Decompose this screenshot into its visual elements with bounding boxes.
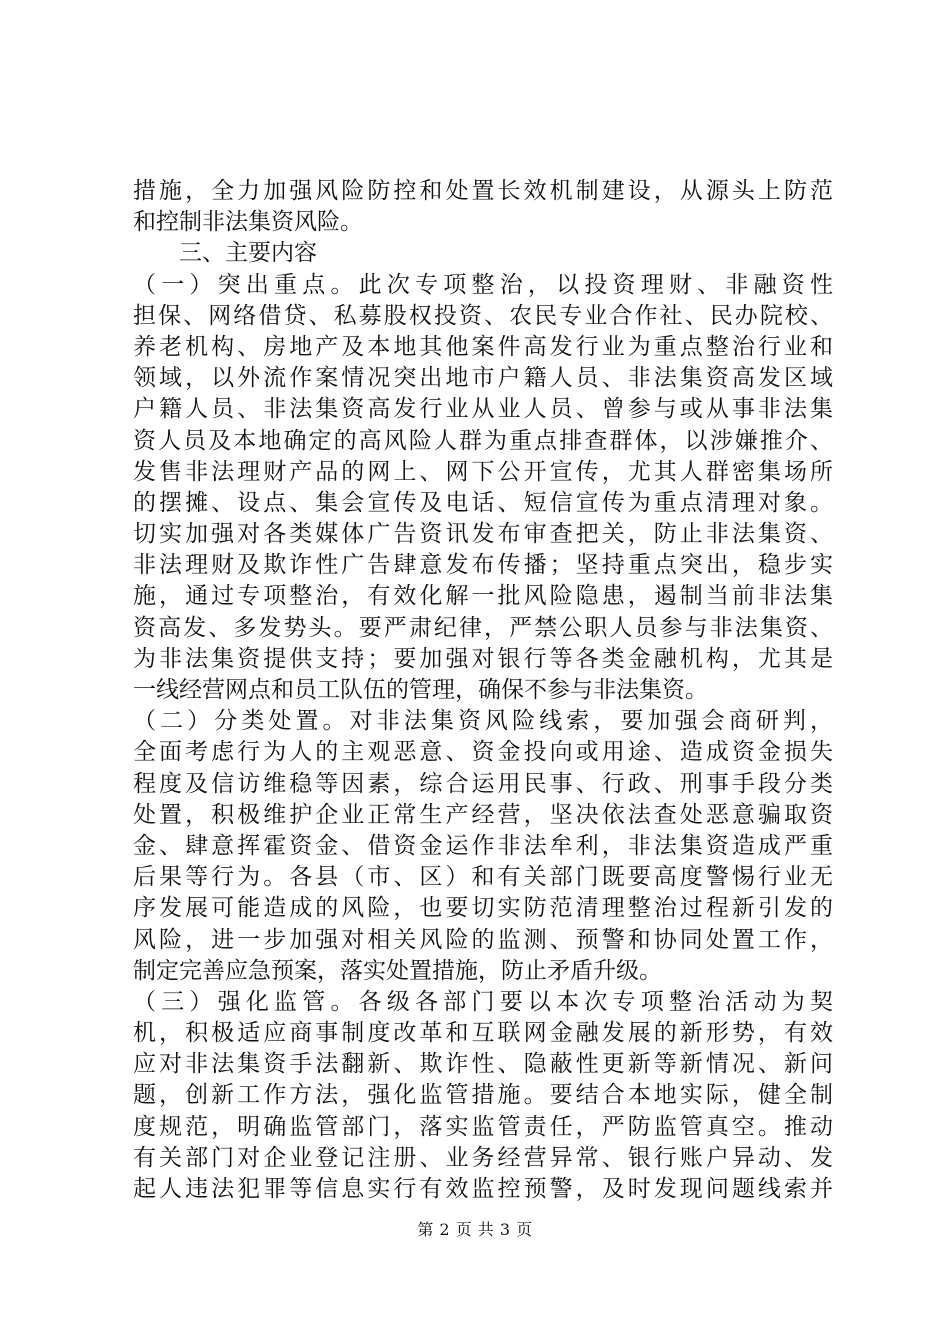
- text-line: 担保、网络借贷、私募股权投资、农民专业合作社、民办院校、: [133, 302, 833, 329]
- text-line: 发售非法理财产品的网上、网下公开宣传，尤其人群密集场所: [133, 458, 833, 485]
- text-line: 度规范，明确监管部门，落实监管责任，严防监管真空。推动: [133, 1113, 833, 1140]
- text-line: 全面考虑行为人的主观恶意、资金投向或用途、造成资金损失: [133, 739, 833, 766]
- text-line: 机，积极适应商事制度改革和互联网金融发展的新形势，有效: [133, 1020, 833, 1047]
- text-line: 的摆摊、设点、集会宣传及电话、短信宣传为重点清理对象。: [133, 489, 833, 516]
- text-line: 切实加强对各类媒体广告资讯发布审查把关，防止非法集资、: [133, 521, 833, 548]
- text-line: 领域，以外流作案情况突出地市户籍人员、非法集资高发区域: [133, 365, 833, 392]
- text-line: 起人违法犯罪等信息实行有效监控预警，及时发现问题线索并: [133, 1176, 833, 1202]
- text-line: 养老机构、房地产及本地其他案件高发行业为重点整治行业和: [133, 333, 833, 360]
- text-line: 户籍人员、非法集资高发行业从业人员、曾参与或从事非法集: [133, 396, 833, 423]
- text-line: 风险，进一步加强对相关风险的监测、预警和协同处置工作，: [133, 926, 833, 953]
- text-line: 施，通过专项整治，有效化解一批风险隐患，遏制当前非法集: [133, 583, 833, 610]
- text-line: 非法理财及欺诈性广告肆意发布传播；坚持重点突出，稳步实: [133, 552, 833, 579]
- text-line: 后果等行为。各县（市、区）和有关部门既要高度警惕行业无: [133, 864, 833, 891]
- text-line: 资人员及本地确定的高风险人群为重点排查群体，以涉嫌推介、: [133, 427, 833, 454]
- text-line: 制定完善应急预案，落实处置措施，防止矛盾升级。: [133, 957, 662, 984]
- text-line: 措施，全力加强风险防控和处置长效机制建设，从源头上防范: [133, 178, 833, 204]
- text-line: 有关部门对企业登记注册、业务经营异常、银行账户异动、发: [133, 1144, 833, 1171]
- text-line: 为非法集资提供支持；要加强对银行等各类金融机构，尤其是: [133, 645, 833, 672]
- text-line: 序发展可能造成的风险，也要切实防范清理整治过程新引发的: [133, 895, 833, 922]
- text-line: 题，创新工作方法，强化监管措施。要结合本地实际，健全制: [133, 1082, 833, 1109]
- body-text: [133, 176, 833, 1205]
- text-line: 和控制非法集资风险。: [133, 209, 363, 236]
- text-line: 金、肆意挥霍资金、借资金运作非法牟利，非法集资造成严重: [133, 832, 833, 859]
- text-line: 处置，积极维护企业正常生产经营，坚决依法查处恶意骗取资: [133, 801, 833, 828]
- text-line: 一线经营网点和员工队伍的管理，确保不参与非法集资。: [133, 677, 708, 703]
- paragraph-first-line: （二）分类处置。对非法集资风险线索，要加强会商研判，: [133, 708, 833, 735]
- paragraph-first-line: （三）强化监管。各级各部门要以本次专项整治活动为契: [133, 988, 833, 1015]
- text-line: 资高发、多发势头。要严肃纪律，严禁公职人员参与非法集资、: [133, 614, 833, 641]
- section-heading: 三、主要内容: [179, 240, 317, 267]
- text-line: 程度及信访维稳等因素，综合运用民事、行政、刑事手段分类: [133, 770, 833, 797]
- paragraph-first-line: （一）突出重点。此次专项整治，以投资理财、非融资性: [133, 271, 833, 298]
- text-line: 应对非法集资手法翻新、欺诈性、隐蔽性更新等新情况、新问: [133, 1051, 833, 1078]
- page-number-footer: 第 2 页 共 3 页: [417, 1220, 533, 1239]
